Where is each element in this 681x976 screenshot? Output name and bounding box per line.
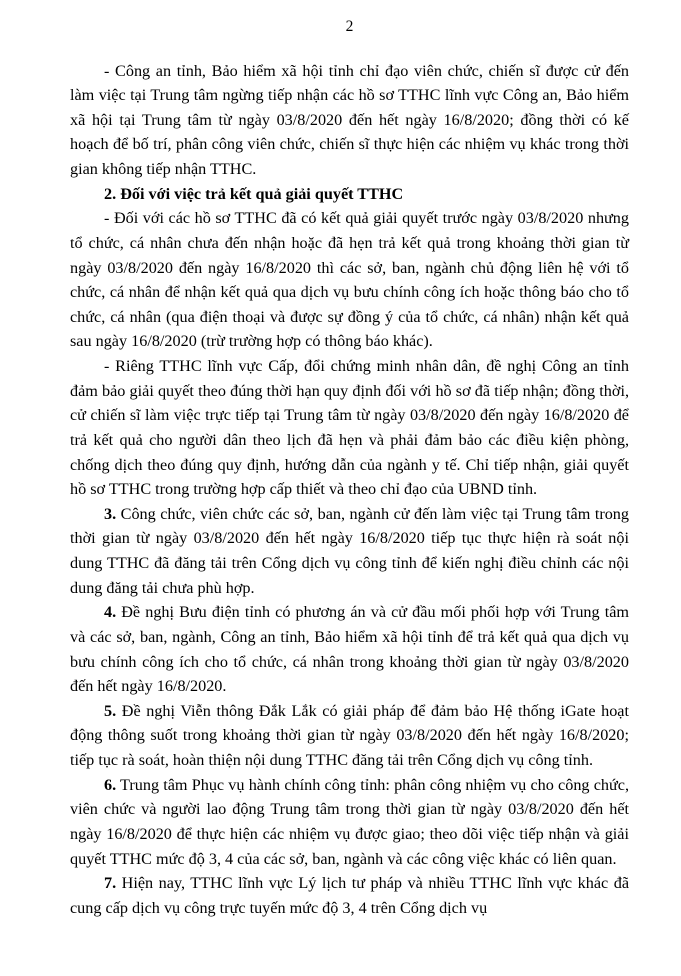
- paragraph-item-7: 7. Hiện nay, TTHC lĩnh vực Lý lịch tư pháp và nhiều TTHC lĩnh vực khác đã cung cấp dịch vụ công trực tuyến mức độ 3, 4 trên Cổng dịch vụ: [70, 874, 629, 917]
- paragraph-number: 5.: [104, 701, 117, 720]
- paragraph-number: 6.: [104, 775, 117, 794]
- page-number: 2: [345, 18, 354, 35]
- document-body: [70, 59, 629, 921]
- paragraph-item-4: 4. Đề nghị Bưu điện tỉnh có phương án và cử đầu mối phối hợp với Trung tâm và các sở, ban, ngành, Công an tỉnh, Bảo hiểm xã hội tỉnh để trả kết quả qua dịch vụ bưu chính công ích cho tổ chức, cá nhân trong khoảng thời gian từ ngày 03/8/2020 đến hết ngày 16/8/2020.: [70, 603, 629, 696]
- paragraph: - Công an tỉnh, Bảo hiểm xã hội tỉnh chỉ đạo viên chức, chiến sĩ được cử đến làm việc tại Trung tâm ngừng tiếp nhận các hồ sơ TTHC lĩnh vực Công an, Bảo hiểm xã hội tại Trung tâm từ ngày 03/8/2020 đến hết ngày 16/8/2020; đồng thời có kế hoạch để bố trí, phân công viên chức, chiến sĩ thực hiện các nhiệm vụ khác trong thời gian không tiếp nhận TTHC.: [70, 61, 629, 179]
- paragraph-number: 4.: [104, 603, 117, 622]
- paragraph: - Đối với các hồ sơ TTHC đã có kết quả giải quyết trước ngày 03/8/2020 nhưng tổ chức, cá nhân chưa đến nhận hoặc đã hẹn trả kết quả trong khoảng thời gian từ ngày 03/8/2020 đến ngày 16/8/2020 thì các sở, ban, ngành chủ động liên hệ với tổ chức, cá nhân để nhận kết quả qua dịch vụ bưu chính công ích hoặc thông báo cho tổ chức, cá nhân (qua điện thoại và được sự đồng ý của tổ chức, cá nhân) nhận kết quả sau ngày 16/8/2020 (trừ trường hợp có thông báo khác).: [70, 209, 629, 351]
- paragraph-item-6: 6. Trung tâm Phục vụ hành chính công tỉnh: phân công nhiệm vụ cho công chức, viên chức và người lao động Trung tâm trong thời gian từ ngày 03/8/2020 đến hết ngày 16/8/2020 để thực hiện các nhiệm vụ được giao; theo dõi việc tiếp nhận và giải quyết TTHC mức độ 3, 4 của các sở, ban, ngành và các công việc khác có liên quan.: [70, 775, 629, 868]
- paragraph-item-3: 3. Công chức, viên chức các sở, ban, ngành cử đến làm việc tại Trung tâm trong thời gian từ ngày 03/8/2020 đến hết ngày 16/8/2020 tiếp tục thực hiện rà soát nội dung TTHC đã đăng tải trên Cổng dịch vụ công tỉnh để kiến nghị điều chỉnh các nội dung đăng tải chưa phù hợp.: [70, 504, 629, 597]
- paragraph-number: 3.: [104, 504, 117, 523]
- section-heading-2: 2. Đối với việc trả kết quả giải quyết TTHC: [104, 184, 404, 203]
- paragraph: - Riêng TTHC lĩnh vực Cấp, đổi chứng minh nhân dân, đề nghị Công an tỉnh đảm bảo giải quyết theo đúng thời hạn quy định đối với hồ sơ đã tiếp nhận; đồng thời, cử chiến sĩ làm việc trực tiếp tại Trung tâm từ ngày 03/8/2020 đến ngày 16/8/2020 để trả kết quả cho người dân theo lịch đã hẹn và phải đảm bảo các điều kiện phòng, chống dịch theo đúng quy định, hướng dẫn của ngành y tế. Chỉ tiếp nhận, giải quyết hồ sơ TTHC trong trường hợp cấp thiết và theo chỉ đạo của UBND tỉnh.: [70, 357, 629, 499]
- paragraph-item-5: 5. Đề nghị Viễn thông Đắk Lắk có giải pháp để đảm bảo Hệ thống iGate hoạt động thông suốt trong khoảng thời gian từ ngày 03/8/2020 đến hết ngày 16/8/2020; tiếp tục rà soát, hoàn thiện nội dung TTHC đăng tải trên Cổng dịch vụ công tỉnh.: [70, 701, 629, 770]
- paragraph-number: 7.: [104, 874, 117, 893]
